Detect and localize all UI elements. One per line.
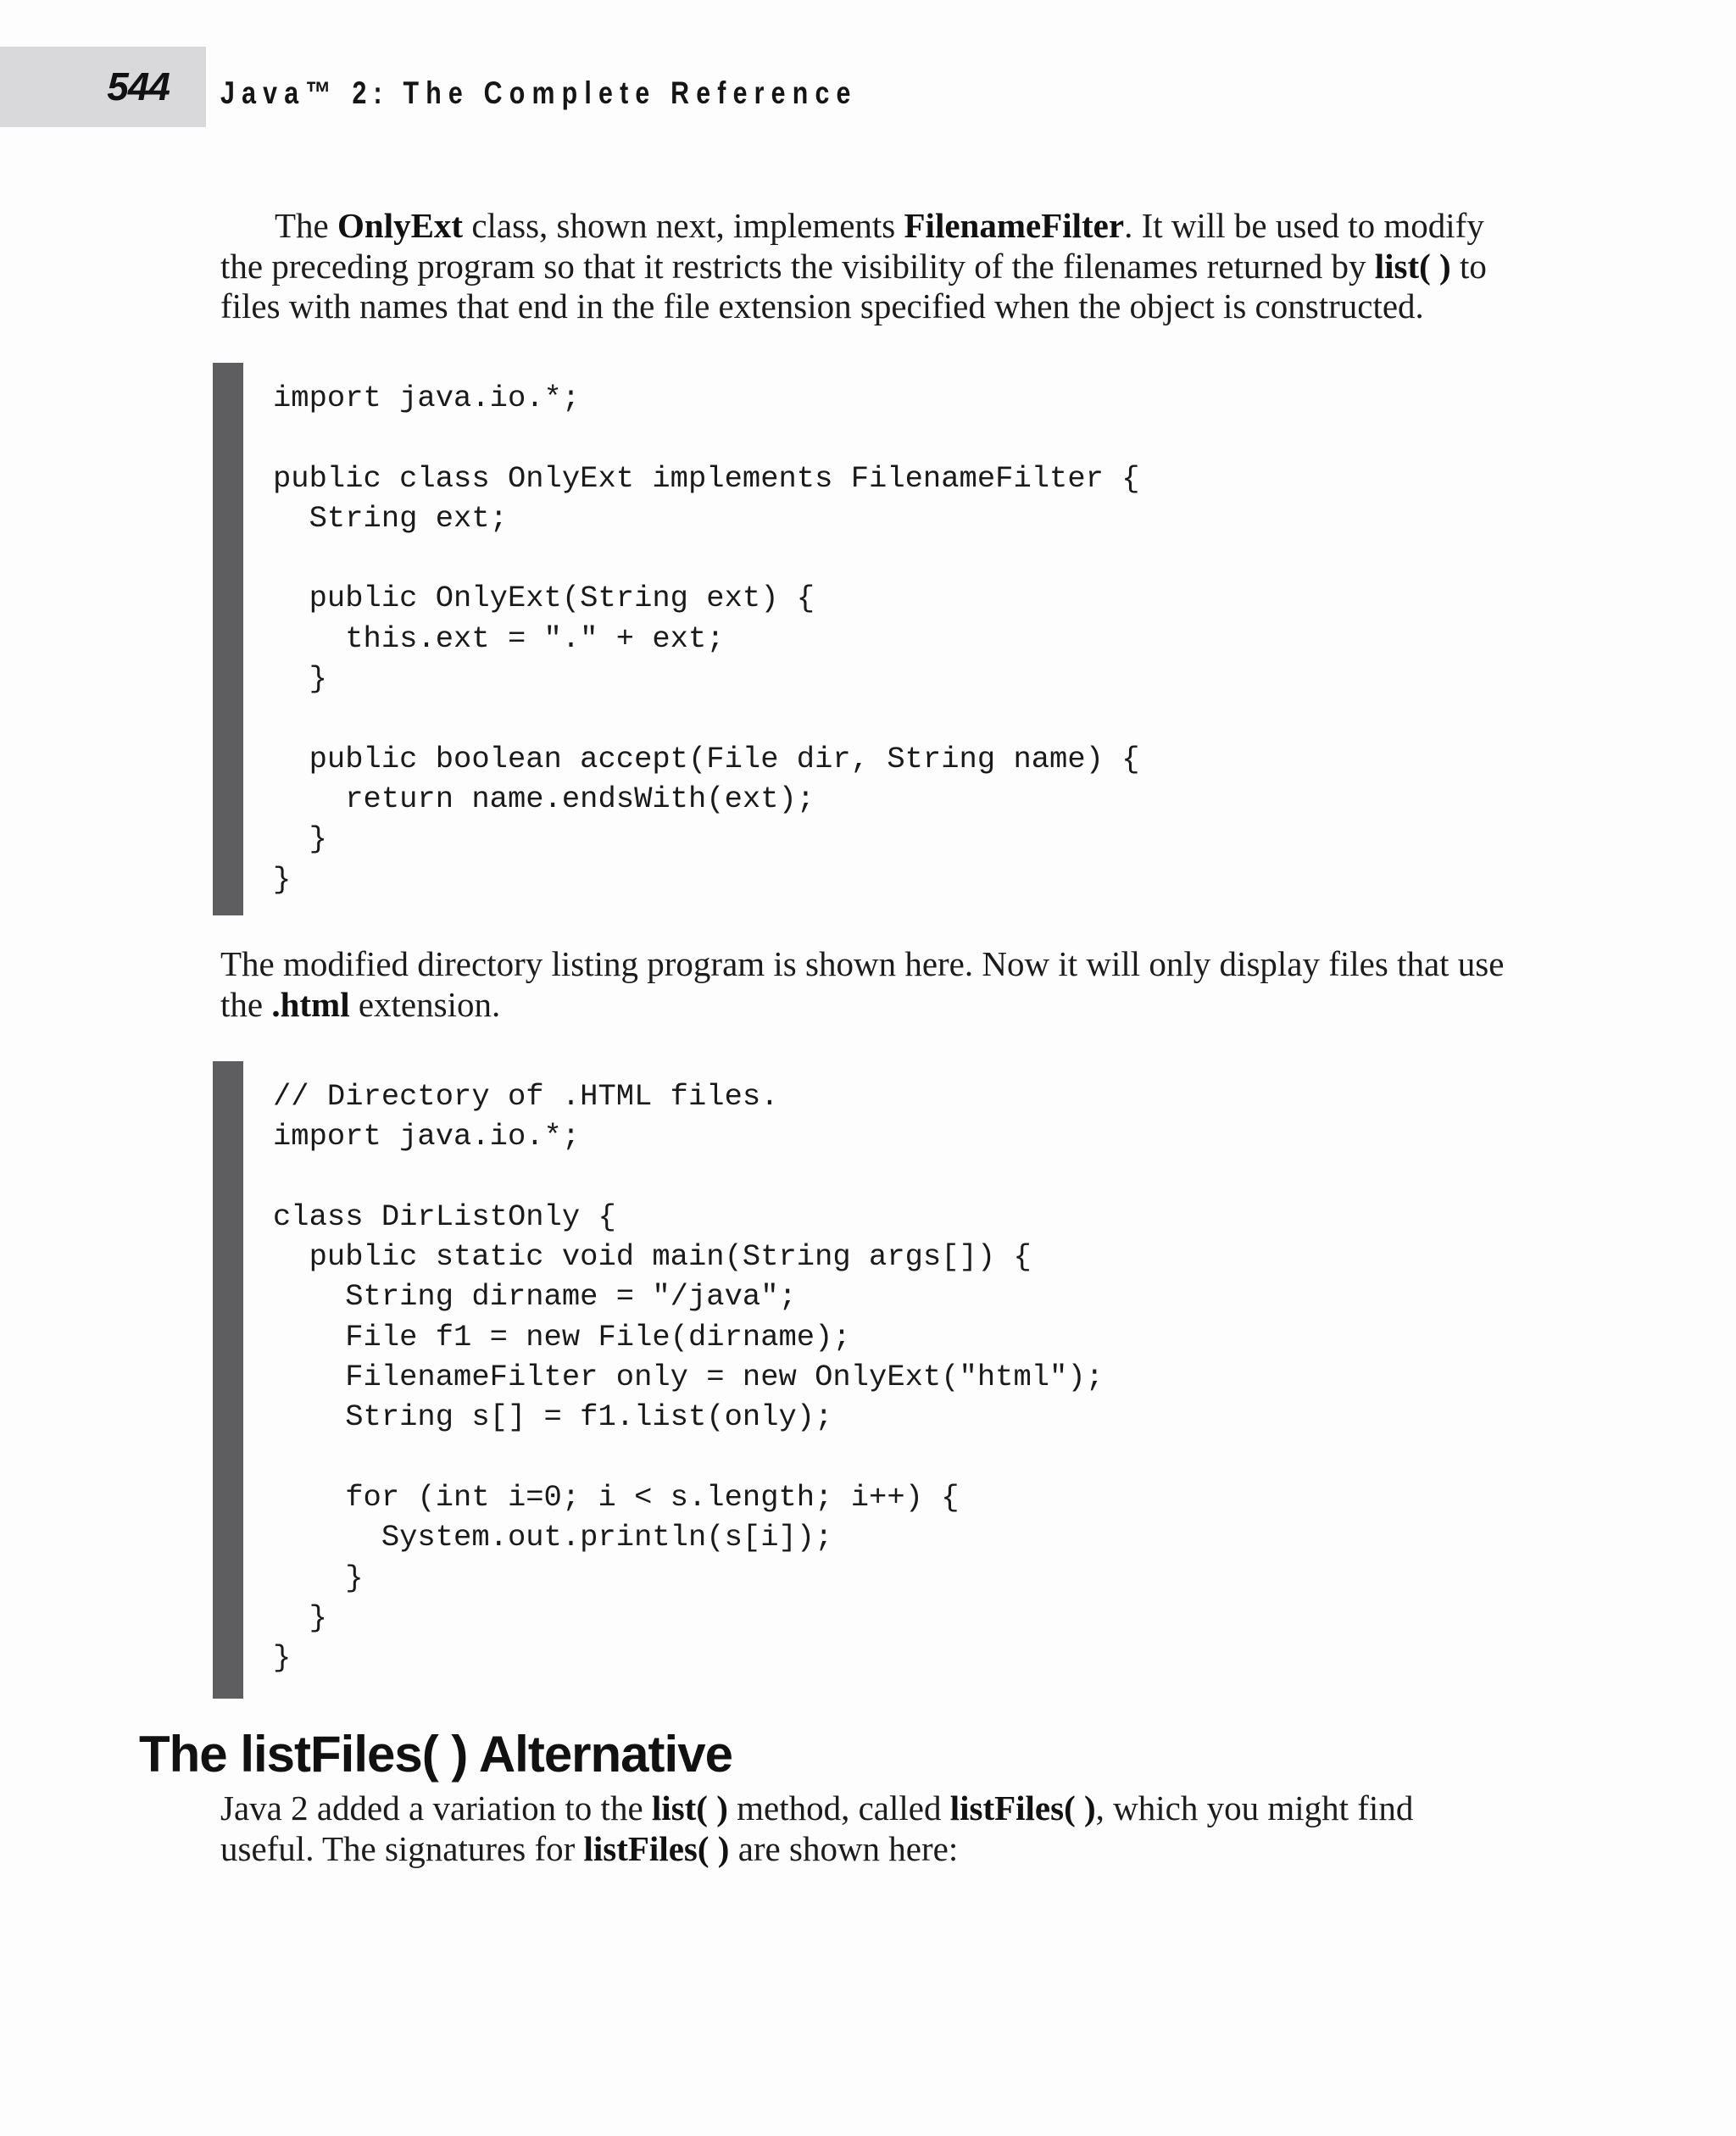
code-line [273,698,1140,738]
bold-term-listfiles: listFiles( ) [583,1828,730,1868]
code-line: } [273,861,292,897]
code-listing-onlyext [273,378,1140,899]
code-line: class DirListOnly { [273,1199,616,1234]
code-line: for (int i=0; i < s.length; i++) { [273,1479,960,1515]
code-line: FilenameFilter only = new OnlyExt("html"); [273,1360,1104,1395]
code-line: } [273,661,327,697]
text-run: The [275,206,337,245]
code-line: public class OnlyExt implements FilenameFilter { [273,460,1140,496]
page-number: 544 [107,64,170,108]
code-margin-bar [213,363,243,915]
code-line: public boolean accept(File dir, String name) { [273,741,1140,776]
code-line [273,538,1140,578]
listfiles-paragraph [220,1788,1513,1869]
bold-term-onlyext: OnlyExt [337,206,464,245]
code-line: public OnlyExt(String ext) { [273,581,815,616]
running-head: Java™ 2: The Complete Reference [220,75,858,110]
code-line [273,418,1140,458]
code-line: } [273,1560,364,1595]
code-line: } [273,1640,292,1676]
bold-term-html: .html [271,984,350,1024]
code-line: // Directory of .HTML files. [273,1079,779,1114]
text-run: class, shown next, implements [463,206,904,245]
code-line: } [273,821,327,857]
section-heading: The listFiles( ) Alternative [139,1726,732,1783]
code-line [273,1438,1104,1477]
code-line: String dirname = "/java"; [273,1279,797,1315]
text-run: , which you might find useful. The signatures for [220,1788,1414,1868]
code-margin-bar [213,1061,243,1699]
modified-program-paragraph [220,944,1513,1025]
code-listing-dirlistonly [273,1076,1104,1677]
text-run: The modified directory listing program is shown here. Now it will only display files that use the [220,944,1505,1024]
code-line: } [273,1599,327,1635]
code-line: File f1 = new File(dirname); [273,1319,851,1354]
text-run: are shown here: [729,1828,959,1868]
code-line [273,1157,1104,1197]
code-line: String ext; [273,500,508,536]
text-run: Java 2 added a variation to the [220,1788,652,1827]
text-run: extension. [349,984,501,1024]
code-line: System.out.println(s[i]); [273,1520,833,1555]
code-line: import java.io.*; [273,1119,581,1154]
text-run: method, called [727,1788,950,1827]
text-run: . It will be used to modify the preceding program so that it restricts the visibility of the filenames returned by [220,206,1484,286]
bold-term-list: list( ) [1374,246,1451,286]
intro-paragraph [220,206,1513,327]
code-line: this.ext = "." + ext; [273,620,725,656]
bold-term-listfiles: listFiles( ) [949,1788,1096,1827]
code-line: public static void main(String args[]) { [273,1239,1032,1275]
text-run: to files with names that end in the file extension specified when the object is constructed. [220,246,1487,325]
code-line: import java.io.*; [273,381,581,415]
code-line: String s[] = f1.list(only); [273,1399,833,1435]
code-line: return name.endsWith(ext); [273,781,815,816]
bold-term-list: list( ) [651,1788,728,1827]
bold-term-filenamefilter: FilenameFilter [904,206,1125,245]
